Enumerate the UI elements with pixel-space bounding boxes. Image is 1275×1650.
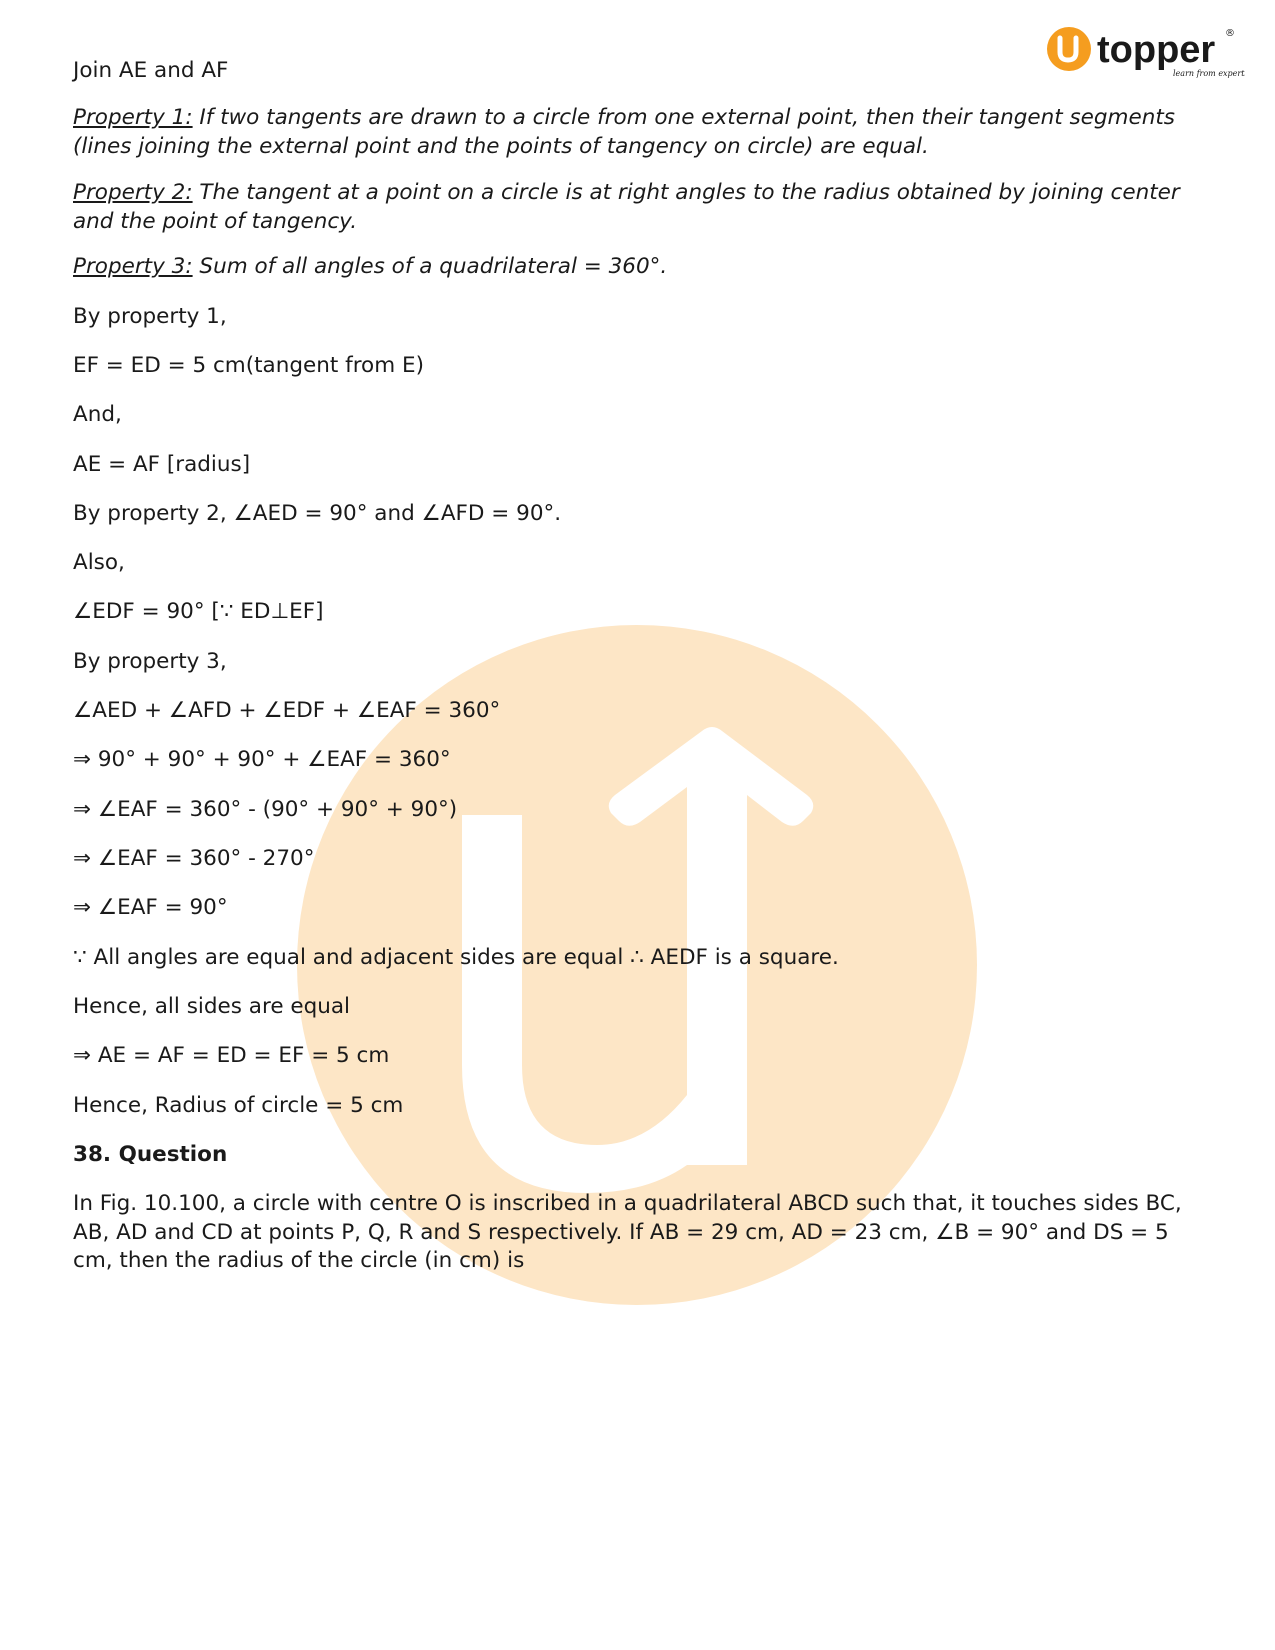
solution-line: By property 2, ∠AED = 90° and ∠AFD = 90°. [73, 501, 562, 526]
question-text: In Fig. 10.100, a circle with centre O is inscribed in a quadrilateral ABCD such that, it touches sides BC, AB, AD and CD at points P, Q, R and S respectively. If AB = 29 cm, AD = 23 cm, ∠B = 90° and DS = 5 cm, then the radius of the circle (in cm) is [73, 1191, 1182, 1273]
property-3 [73, 253, 667, 281]
property-1 [73, 104, 1213, 161]
solution-line: ∵ All angles are equal and adjacent sides are equal ∴ AEDF is a square. [73, 945, 839, 970]
property-3-label: Property 3: [73, 254, 193, 279]
solution-line: Hence, all sides are equal [73, 994, 351, 1019]
property-2-label: Property 2: [73, 180, 193, 205]
solution-line: ∠AED + ∠AFD + ∠EDF + ∠EAF = 360° [73, 698, 501, 723]
registered-mark: ® [1225, 28, 1235, 39]
logo-brand-text: topper [1097, 29, 1216, 71]
property-2-text: The tangent at a point on a circle is at right angles to the radius obtained by joining center and the point of tangency. [73, 180, 1180, 234]
logo-tagline: learn from experts [1173, 69, 1245, 78]
solution-line: AE = AF [radius] [73, 452, 251, 477]
solution-line: ⇒ ∠EAF = 360° - 270° [73, 846, 315, 871]
solution-line: ∠EDF = 90° [∵ ED⊥EF] [73, 599, 324, 624]
property-1-label: Property 1: [73, 105, 193, 130]
utopper-logo [1045, 24, 1245, 84]
solution-line: ⇒ ∠EAF = 90° [73, 895, 228, 920]
question-heading: 38. Question [73, 1142, 228, 1167]
solution-line: By property 3, [73, 649, 227, 674]
solution-line: Hence, Radius of circle = 5 cm [73, 1093, 404, 1118]
solution-line: EF = ED = 5 cm(tangent from E) [73, 353, 424, 378]
property-3-text: Sum of all angles of a quadrilateral = 360°. [192, 254, 668, 279]
property-1-text: If two tangents are drawn to a circle from one external point, then their tangent segments (lines joining the external point and the points of tangency on circle) are equal. [73, 105, 1175, 159]
solution-line: ⇒ ∠EAF = 360° - (90° + 90° + 90°) [73, 797, 458, 822]
utopper-logo-graphic [1045, 24, 1245, 84]
join-line: Join AE and AF [73, 58, 229, 83]
solution-line: And, [73, 402, 122, 427]
solution-line: By property 1, [73, 304, 227, 329]
solution-line: Also, [73, 550, 125, 575]
solution-line: ⇒ AE = AF = ED = EF = 5 cm [73, 1043, 390, 1068]
property-2 [73, 179, 1213, 236]
solution-line: ⇒ 90° + 90° + 90° + ∠EAF = 360° [73, 747, 451, 772]
